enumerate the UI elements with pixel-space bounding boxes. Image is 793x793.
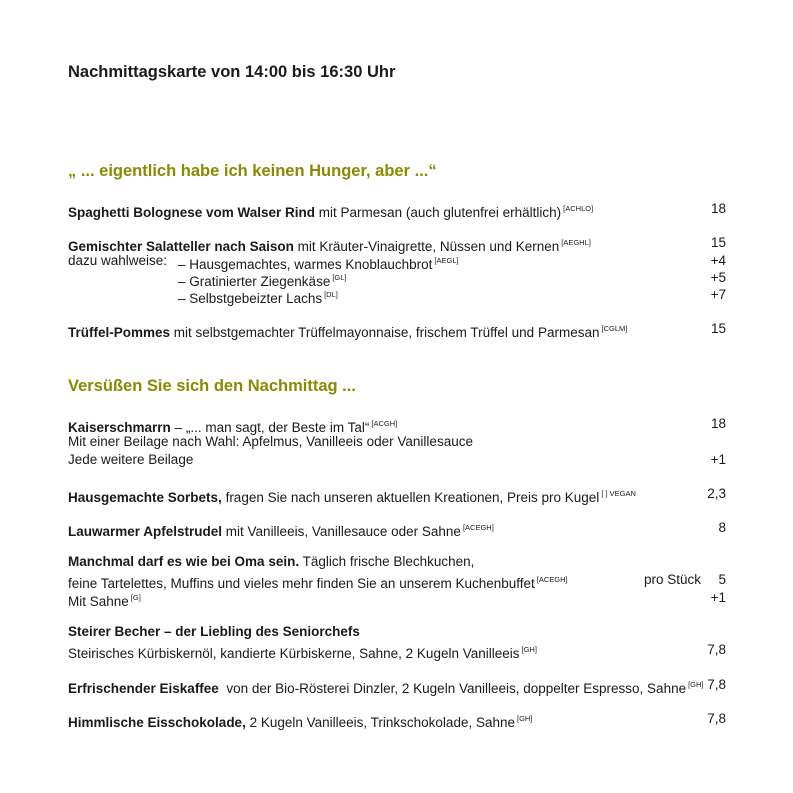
- allergen-codes: [CGLM]: [601, 324, 628, 333]
- option-row: [68, 286, 726, 304]
- item-detail-line: [68, 571, 726, 589]
- option-text: – Gratinierter Ziegenkäse: [178, 274, 331, 289]
- item-name: Lauwarmer Apfelstrudel: [68, 524, 223, 539]
- menu-item-iced-chocolate: [68, 710, 726, 728]
- item-description: mit Vanilleeis, Vanillesauce oder Sahne: [222, 524, 461, 539]
- item-name: Erfrischender Eiskaffee: [68, 681, 219, 696]
- allergen-codes: [DL]: [324, 290, 338, 299]
- option-text: – Selbstgebeizter Lachs: [178, 291, 323, 306]
- menu-item-apple-strudel: [68, 519, 726, 537]
- item-price: 7,8: [707, 642, 726, 657]
- allergen-codes: [ACEGH]: [462, 523, 494, 532]
- section-heading-sweets: Versüßen Sie sich den Nachmittag ...: [68, 377, 356, 395]
- item-price: 15: [710, 321, 726, 336]
- item-price: 7,8: [707, 677, 726, 692]
- item-name: Himmlische Eisschokolade,: [68, 715, 246, 730]
- item-description: mit Parmesan (auch glutenfrei erhältlich): [315, 205, 562, 220]
- option-price: +4: [710, 253, 726, 268]
- menu-item-sorbets: [68, 485, 726, 503]
- item-description: 2 Kugeln Vanilleeis, Trinkschokolade, Sahne: [245, 715, 515, 730]
- extra-price: +1: [710, 452, 726, 467]
- allergen-codes: [GH]: [521, 645, 537, 654]
- menu-item-salad: [68, 234, 726, 252]
- menu-item-iced-coffee: [68, 676, 726, 694]
- option-text: – Hausgemachtes, warmes Knoblauchbrot: [178, 257, 433, 272]
- allergen-codes: [ ] VEGAN: [601, 489, 636, 498]
- item-name: Steirer Becher – der Liebling des Seniorchefs: [68, 624, 360, 639]
- menu-item-steirer-becher: [68, 623, 726, 641]
- item-price: 2,3: [707, 486, 726, 501]
- menu-item-cake-buffet: [68, 553, 726, 571]
- item-name: Kaiserschmarrn: [68, 420, 171, 435]
- item-detail-line: [68, 641, 726, 659]
- page-title: Nachmittagskarte von 14:00 bis 16:30 Uhr: [68, 63, 396, 81]
- item-description: Täglich frische Blechkuchen,: [299, 554, 475, 569]
- option-text-group: [178, 286, 338, 308]
- item-description: von der Bio-Rösterei Dinzler, 2 Kugeln Vanilleeis, doppelter Espresso, Sahne: [218, 681, 687, 696]
- item-price: 15: [710, 235, 726, 250]
- option-row: [68, 269, 726, 287]
- item-description: mit selbstgemachter Trüffelmayonnaise, frischem Trüffel und Parmesan: [170, 325, 600, 340]
- options-label: dazu wahlweise:: [68, 253, 168, 268]
- item-name: Gemischter Salatteller nach Saison: [68, 239, 294, 254]
- item-name: Trüffel-Pommes: [68, 325, 171, 340]
- item-detail: Jede weitere Beilage: [68, 452, 194, 467]
- item-detail: feine Tartelettes, Muffins und vieles mehr finden Sie an unserem Kuchenbuffet: [68, 576, 535, 591]
- option-price: +7: [710, 287, 726, 302]
- allergen-codes: [AEGHL]: [561, 238, 591, 247]
- menu-item-truffle-fries: [68, 320, 726, 338]
- item-price: 7,8: [707, 711, 726, 726]
- allergen-codes: [G]: [130, 593, 141, 602]
- item-name: Spaghetti Bolognese vom Walser Rind: [68, 205, 316, 220]
- allergen-codes: [AEGL]: [434, 256, 459, 265]
- extra-price: +1: [710, 590, 726, 605]
- item-detail: Steirisches Kürbiskernöl, kandierte Kürbiskerne, Sahne, 2 Kugeln Vanilleeis: [68, 646, 520, 661]
- menu-item-kaiserschmarrn: [68, 415, 726, 433]
- option-row: [68, 252, 726, 270]
- item-description: mit Kräuter-Vinaigrette, Nüssen und Kernen: [293, 239, 560, 254]
- item-detail: Mit einer Beilage nach Wahl: Apfelmus, Vanilleeis oder Vanillesauce: [68, 434, 473, 449]
- allergen-codes: [ACGH]: [371, 419, 398, 428]
- item-extra-line: [68, 451, 726, 469]
- item-price: 8: [718, 520, 726, 535]
- item-price: 5: [718, 572, 726, 587]
- item-detail-line: [68, 433, 726, 451]
- option-price: +5: [710, 270, 726, 285]
- item-name: Manchmal darf es wie bei Oma sein.: [68, 554, 300, 569]
- allergen-codes: [GH]: [688, 680, 704, 689]
- price-unit-label: pro Stück: [644, 572, 702, 587]
- item-name: Hausgemachte Sorbets,: [68, 490, 222, 505]
- item-detail: Mit Sahne: [68, 594, 129, 609]
- item-price: 18: [710, 416, 726, 431]
- menu-item-spaghetti: [68, 200, 726, 218]
- item-description: fragen Sie nach unseren aktuellen Kreationen, Preis pro Kugel: [221, 490, 600, 505]
- allergen-codes: [GH]: [517, 714, 533, 723]
- section-heading-savory: „ ... eigentlich habe ich keinen Hunger, aber ...“: [68, 162, 437, 180]
- item-price: 18: [710, 201, 726, 216]
- allergen-codes: [ACEGH]: [536, 575, 568, 584]
- item-extra-line: [68, 589, 726, 607]
- allergen-codes: [ACHLO]: [563, 204, 594, 213]
- item-description: – „... man sagt, der Beste im Tal“: [170, 420, 370, 435]
- allergen-codes: [GL]: [332, 273, 347, 282]
